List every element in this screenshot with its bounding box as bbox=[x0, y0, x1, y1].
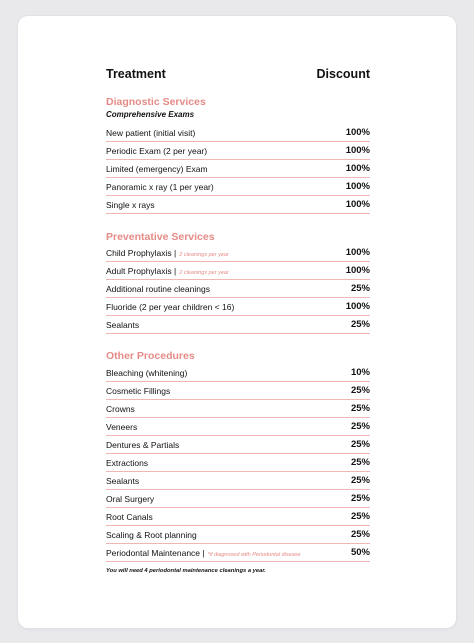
treatment-name: Periodontal Maintenance | *if diagnosed with Periodontal disease bbox=[106, 547, 301, 558]
treatment-name: Additional routine cleanings bbox=[106, 283, 210, 294]
table-row bbox=[106, 280, 370, 298]
discount-value: 100% bbox=[345, 301, 370, 312]
treatment-note: *if diagnosed with Periodontal disease bbox=[207, 551, 301, 558]
discount-value: 25% bbox=[350, 385, 370, 396]
discount-value: 25% bbox=[350, 439, 370, 450]
section-subhead-comprehensive-exams: Comprehensive Exams bbox=[106, 110, 195, 119]
discount-value: 100% bbox=[345, 181, 370, 192]
table-header bbox=[106, 67, 370, 81]
treatment-name: Fluoride (2 per year children < 16) bbox=[106, 301, 235, 312]
table-row bbox=[106, 124, 370, 142]
treatment-name: Cosmetic Fillings bbox=[106, 385, 171, 396]
table-row bbox=[106, 244, 370, 262]
discount-value: 100% bbox=[345, 127, 370, 138]
discount-value: 25% bbox=[350, 493, 370, 504]
discount-value: 25% bbox=[350, 511, 370, 522]
treatment-name: Extractions bbox=[106, 457, 149, 468]
discount-column-header: Discount bbox=[316, 67, 370, 81]
discount-value: 10% bbox=[350, 367, 370, 378]
treatment-name: Single x rays bbox=[106, 199, 155, 210]
table-row bbox=[106, 316, 370, 334]
table-row bbox=[106, 382, 370, 400]
discount-value: 100% bbox=[345, 163, 370, 174]
treatment-name: Sealants bbox=[106, 475, 140, 486]
table-row bbox=[106, 490, 370, 508]
treatment-name: Periodic Exam (2 per year) bbox=[106, 145, 208, 156]
discount-value: 25% bbox=[350, 529, 370, 540]
discount-value: 25% bbox=[350, 319, 370, 330]
table-row bbox=[106, 472, 370, 490]
treatment-name: Limited (emergency) Exam bbox=[106, 163, 208, 174]
discount-value: 25% bbox=[350, 403, 370, 414]
table-row bbox=[106, 364, 370, 382]
discount-value: 100% bbox=[345, 265, 370, 276]
table-row bbox=[106, 454, 370, 472]
treatment-note: 2 cleanings per year bbox=[179, 269, 229, 276]
section-title-other-procedures: Other Procedures bbox=[106, 350, 195, 362]
footnote: You will need 4 periodontal maintenance cleanings a year. bbox=[106, 568, 266, 574]
treatment-note: 2 cleanings per year bbox=[179, 251, 229, 258]
treatment-name: Bleaching (whitening) bbox=[106, 367, 188, 378]
treatment-name: Scaling & Root planning bbox=[106, 529, 197, 540]
treatment-name: Dentures & Partials bbox=[106, 439, 180, 450]
treatment-name: Crowns bbox=[106, 403, 135, 414]
discount-value: 100% bbox=[345, 145, 370, 156]
treatment-column-header: Treatment bbox=[106, 67, 166, 81]
table-row bbox=[106, 436, 370, 454]
discount-value: 25% bbox=[350, 457, 370, 468]
table-row bbox=[106, 544, 370, 562]
treatment-name: New patient (initial visit) bbox=[106, 127, 196, 138]
discount-value: 50% bbox=[350, 547, 370, 558]
table-row bbox=[106, 160, 370, 178]
table-row bbox=[106, 298, 370, 316]
table-row bbox=[106, 262, 370, 280]
table-row bbox=[106, 508, 370, 526]
treatment-name: Oral Surgery bbox=[106, 493, 155, 504]
discount-value: 25% bbox=[350, 475, 370, 486]
table-row bbox=[106, 196, 370, 214]
discount-value: 100% bbox=[345, 199, 370, 210]
discount-value: 100% bbox=[345, 247, 370, 258]
section-title-preventative: Preventative Services bbox=[106, 231, 215, 243]
section-title-diagnostic: Diagnostic Services bbox=[106, 96, 206, 108]
table-row bbox=[106, 400, 370, 418]
treatment-name: Panoramic x ray (1 per year) bbox=[106, 181, 214, 192]
table-row bbox=[106, 526, 370, 544]
table-row bbox=[106, 418, 370, 436]
treatment-name: Sealants bbox=[106, 319, 140, 330]
treatment-name: Adult Prophylaxis | 2 cleanings per year bbox=[106, 265, 229, 276]
treatment-name: Child Prophylaxis | 2 cleanings per year bbox=[106, 247, 229, 258]
treatment-name: Veneers bbox=[106, 421, 138, 432]
table-row bbox=[106, 142, 370, 160]
table-row bbox=[106, 178, 370, 196]
discount-value: 25% bbox=[350, 283, 370, 294]
treatment-name: Root Canals bbox=[106, 511, 153, 522]
discount-value: 25% bbox=[350, 421, 370, 432]
